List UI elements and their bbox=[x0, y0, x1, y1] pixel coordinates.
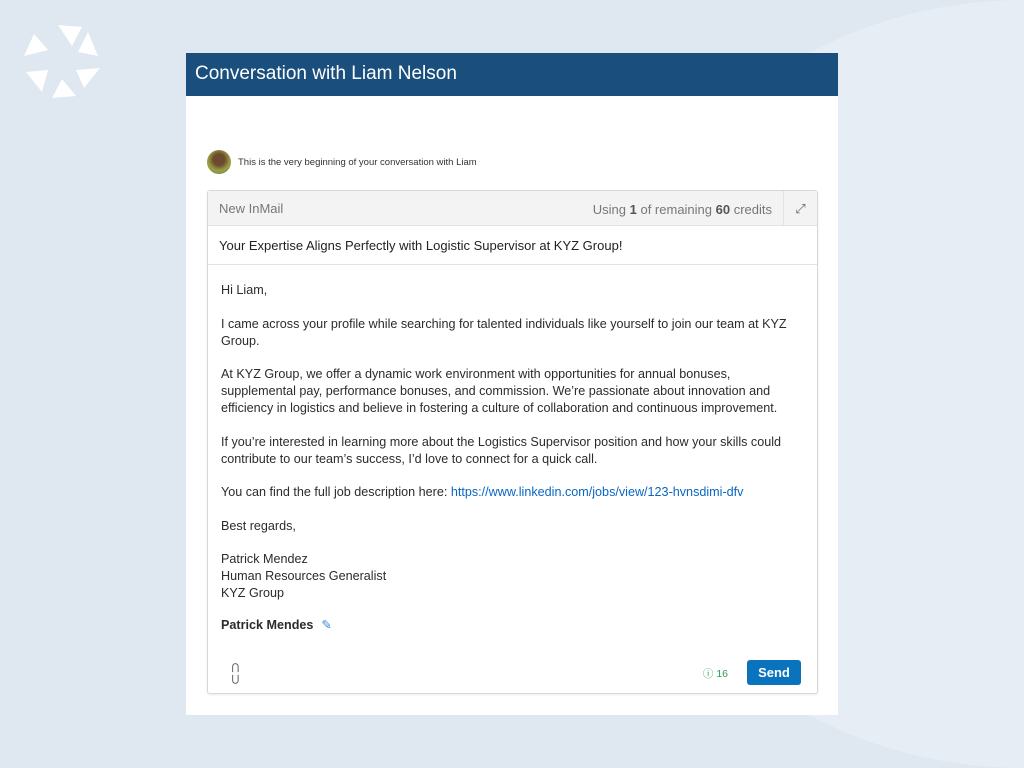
conversation-window bbox=[186, 53, 838, 715]
paragraph-4 bbox=[221, 484, 804, 501]
paragraph-2: At KYZ Group, we offer a dynamic work environment with opportunities for annual bonuses, supplemental pay, performance bonuses, and commission. We’re passionate about innovation and efficiency in logistics and believe in fostering a culture of collaboration and continuous improvement. bbox=[221, 367, 778, 415]
closing: Best regards, bbox=[221, 518, 296, 533]
job-link[interactable]: https://www.linkedin.com/jobs/view/123-hvnsdimi-dfv bbox=[450, 485, 744, 499]
expand-icon[interactable]: ⤢ bbox=[783, 191, 817, 226]
conversation-start-text: This is the very beginning of your conversation with Liam bbox=[238, 156, 477, 168]
signature bbox=[221, 617, 804, 634]
attachment-paperclip-icon[interactable]: ⊂⊃ bbox=[228, 661, 245, 686]
credits-suffix: credits bbox=[730, 202, 772, 217]
inmail-label: New InMail bbox=[219, 200, 284, 216]
subject-input[interactable]: Your Expertise Aligns Perfectly with Logistic Supervisor at KYZ Group! bbox=[208, 226, 817, 265]
sig-company: KYZ Group bbox=[221, 586, 284, 600]
character-count bbox=[703, 666, 728, 681]
brand-logo-icon bbox=[20, 22, 102, 102]
window-title: Conversation with Liam Nelson bbox=[186, 53, 838, 96]
paragraph-3: If you’re interested in learning more about the Logistics Supervisor position and how your skills could contribute to our team’s success, I’d love to connect for a quick call. bbox=[221, 434, 782, 466]
conversation-start bbox=[207, 150, 477, 174]
info-icon: ⓘ bbox=[702, 668, 714, 680]
inmail-composer bbox=[207, 190, 818, 694]
avatar[interactable] bbox=[207, 150, 231, 174]
credits-info bbox=[593, 202, 772, 217]
link-prefix: You can find the full job description here: bbox=[221, 485, 451, 499]
composer-footer bbox=[208, 649, 817, 693]
composer-header bbox=[208, 191, 817, 226]
credits-remaining: 60 bbox=[715, 202, 731, 217]
greeting: Hi Liam, bbox=[221, 283, 268, 297]
sig-name: Patrick Mendez bbox=[221, 552, 308, 566]
credits-prefix: Using bbox=[592, 202, 630, 217]
signature-name: Patrick Mendes bbox=[221, 617, 314, 632]
sig-title: Human Resources Generalist bbox=[221, 569, 387, 583]
character-count-value: 16 bbox=[716, 668, 728, 680]
credits-used: 1 bbox=[629, 202, 637, 217]
signature-block bbox=[221, 551, 804, 602]
paragraph-1: I came across your profile while searching for talented individuals like yourself to join our team at KYZ Group. bbox=[221, 316, 787, 348]
message-body-input[interactable] bbox=[208, 265, 817, 651]
send-button[interactable]: Send bbox=[747, 660, 801, 685]
credits-mid: of remaining bbox=[636, 202, 716, 217]
edit-pencil-icon[interactable]: ✎ bbox=[321, 617, 332, 632]
